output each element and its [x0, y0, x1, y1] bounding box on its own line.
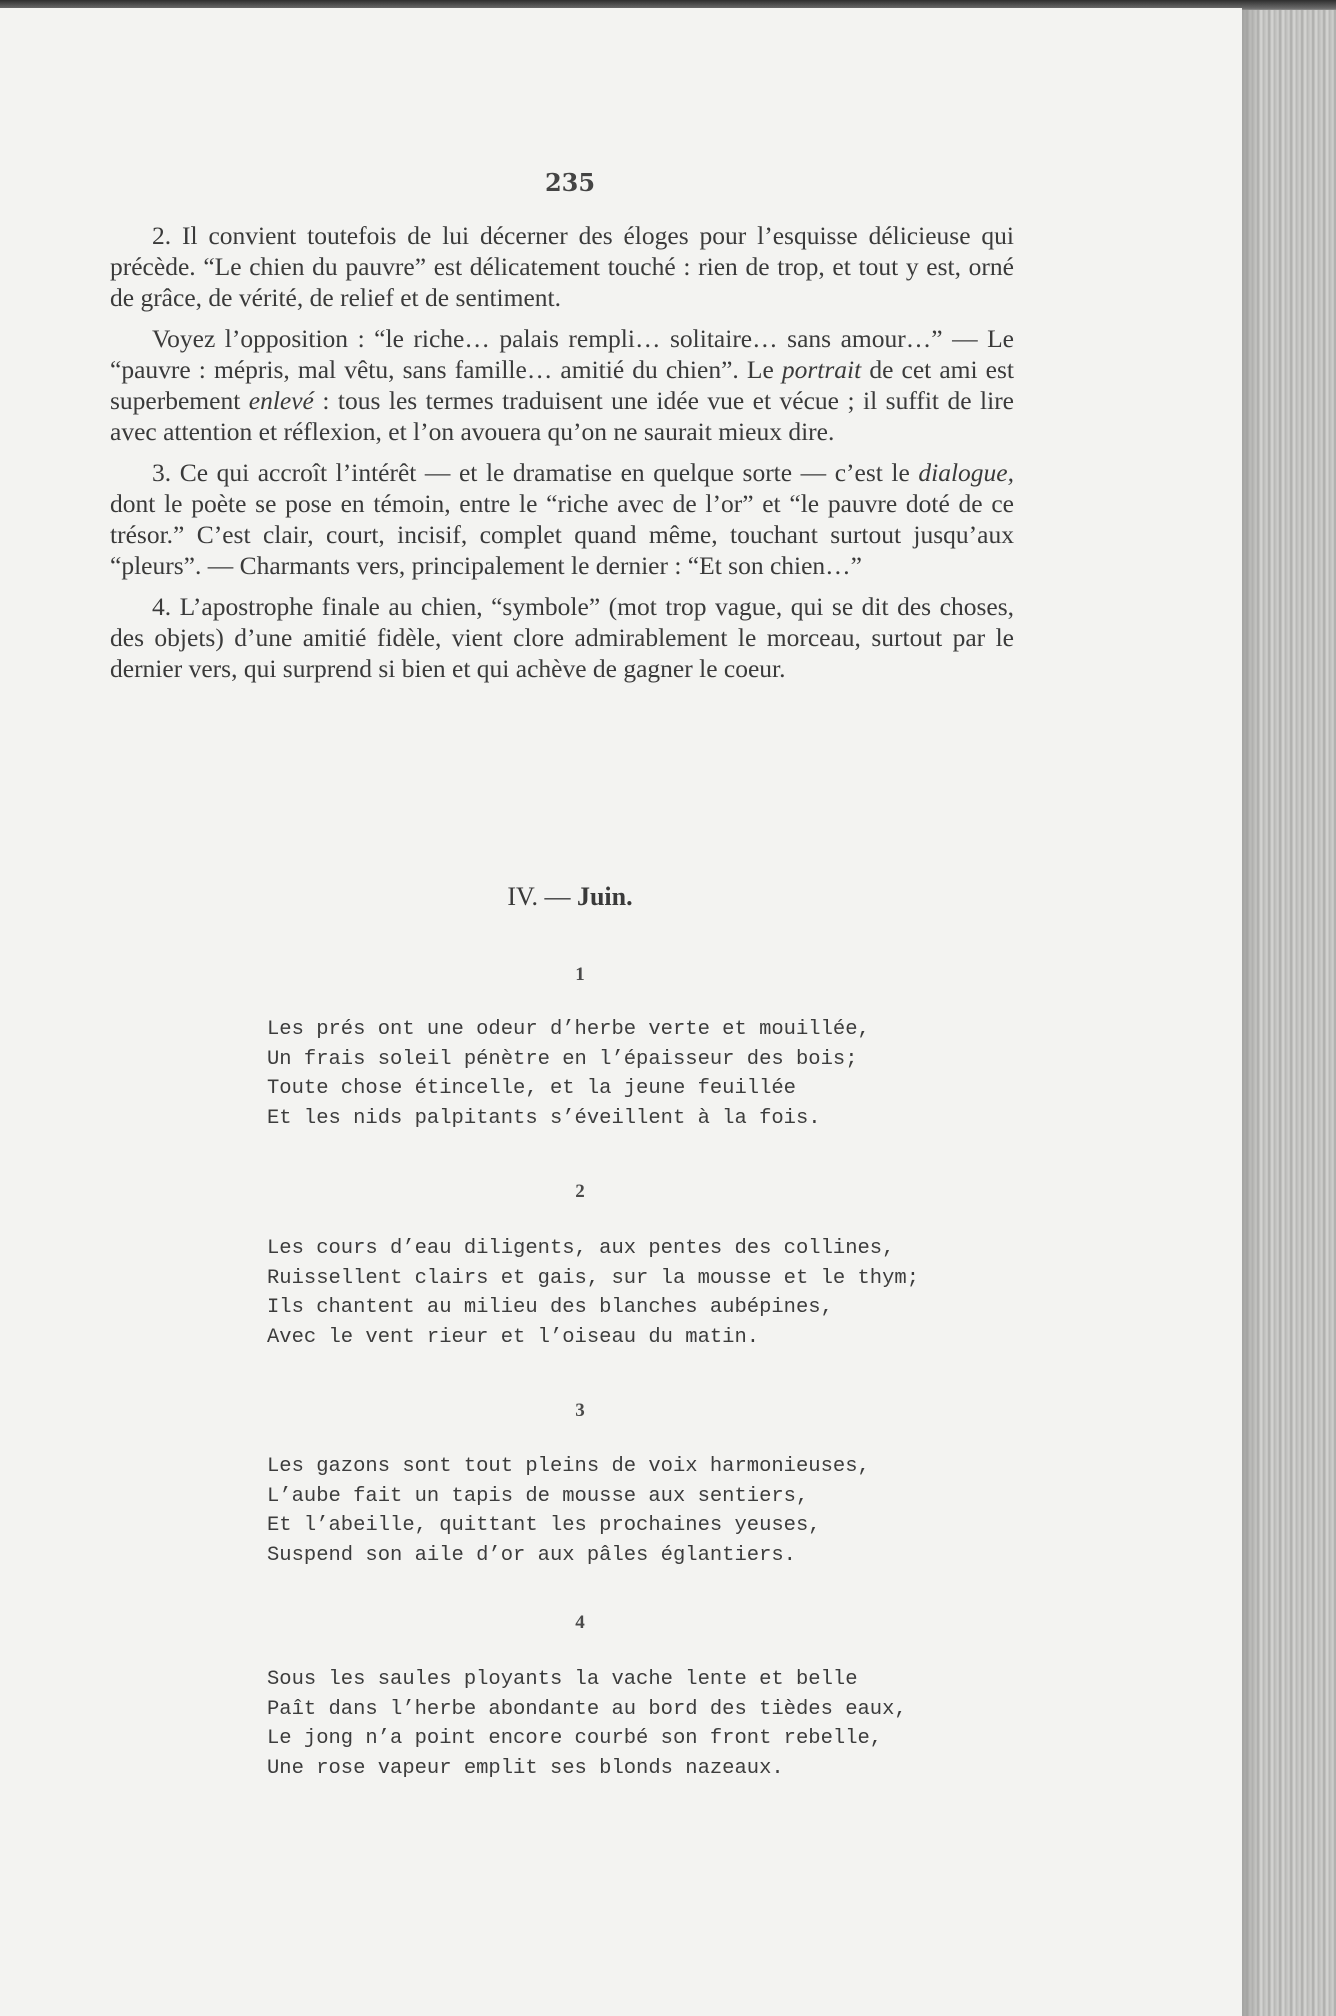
stanza-number: 1 — [575, 964, 585, 985]
paragraph-2-text: 2. Il convient toutefois de lui décerner des éloges pour l’esquisse délicieuse qui précède. “Le chien du pauvre” est délicatement touché : rien de trop, et tout y est, orné de grâce, de vérité, de relief et de sentiment. — [110, 221, 1014, 312]
verse-line: Un frais soleil pénètre en l’épaisseur des bois; — [267, 1047, 858, 1071]
verse-line: Toute chose étincelle, et la jeune feuillée — [267, 1077, 796, 1100]
stanza-number: 4 — [575, 1612, 585, 1633]
verse-line: Et l’abeille, quittant les prochaines yeuses, — [267, 1514, 821, 1537]
paragraph-4-text: 4. L’apostrophe finale au chien, “symbole” (mot trop vague, qui se dit des choses, des objets) d’une amitié fidèle, vient clore admirablement le morceau, surtout par le dernier vers, qui surprend si bien et qui achève de gagner le coeur. — [110, 592, 1014, 683]
verse-line: Ils chantent au milieu des blanches aubépines, — [267, 1296, 833, 1319]
verse-line: Les gazons sont tout pleins de voix harmonieuses, — [267, 1455, 870, 1478]
verse-line: Ruissellent clairs et gais, sur la mousse et le thym; — [267, 1266, 920, 1290]
section-heading-name: Juin. — [576, 882, 633, 911]
verse-line: Avec le vent rieur et l’oiseau du matin. — [267, 1325, 760, 1349]
poem-stanza — [267, 1015, 907, 1133]
section-heading — [0, 882, 1140, 912]
paragraph-4 — [110, 591, 1014, 684]
paragraph-opposition-text-2: de cet ami est superbement — [110, 355, 1014, 415]
verse-line: Les cours d’eau diligents, aux pentes des collines, — [267, 1237, 895, 1260]
poem-stanza — [267, 1665, 907, 1783]
section-heading-prefix: IV. — — [507, 882, 577, 911]
paragraph-opposition-text: Voyez l’opposition : “le riche… palais rempli… solitaire… sans amour…” — Le “pauvre : mépris, mal vêtu, sans famille… amitié du chien”. Le — [110, 324, 1014, 384]
paragraph-2 — [110, 220, 1014, 313]
paragraph-3-text-2: dont le poète se pose en témoin, entre le “riche avec de l’or” et “le pauvre doté de ce trésor.” C’est clair, court, incisif, complet quand même, touchant surtout jusqu’aux “pleurs”. — Charmants vers, principalement le dernier : “Et son chien…” — [110, 489, 1014, 580]
stanza-number: 3 — [575, 1400, 585, 1421]
poem-stanza — [267, 1452, 907, 1570]
verse-line: Les prés ont une odeur d’herbe verte et mouillée, — [267, 1018, 870, 1041]
paragraph-opposition — [110, 323, 1014, 447]
paragraph-3 — [110, 457, 1014, 581]
verse-line: Sous les saules ployants la vache lente et belle — [267, 1668, 858, 1691]
commentary-text — [110, 220, 1014, 694]
paragraph-opposition-text-3: : tous les termes traduisent une idée vue et vécue ; il suffit de lire avec attention et réflexion, et l’on avouera qu’on ne saurait mieux dire. — [110, 386, 1014, 446]
paragraph-3-text: 3. Ce qui accroît l’intérêt — et le dramatise en quelque sorte — c’est le — [152, 458, 919, 487]
italic-enleve: enlevé — [248, 386, 314, 415]
book-page-edges — [1242, 10, 1336, 2016]
verse-line: Suspend son aile d’or aux pâles églantiers. — [267, 1543, 796, 1567]
verse-line: Le jong n’a point encore courbé son front rebelle, — [267, 1727, 883, 1750]
verse-line: Et les nids palpitants s’éveillent à la fois. — [267, 1106, 821, 1130]
poem-stanza — [267, 1234, 920, 1352]
verse-line: L’aube fait un tapis de mousse aux sentiers, — [267, 1484, 809, 1508]
verse-line: Une rose vapeur emplit ses blonds nazeaux. — [267, 1756, 784, 1780]
italic-dialogue: dialogue, — [918, 458, 1014, 487]
page-number: 235 — [544, 168, 596, 197]
italic-portrait: portrait — [781, 355, 862, 384]
stanza-number: 2 — [575, 1181, 585, 1202]
verse-line: Paît dans l’herbe abondante au bord des tièdes eaux, — [267, 1697, 907, 1721]
